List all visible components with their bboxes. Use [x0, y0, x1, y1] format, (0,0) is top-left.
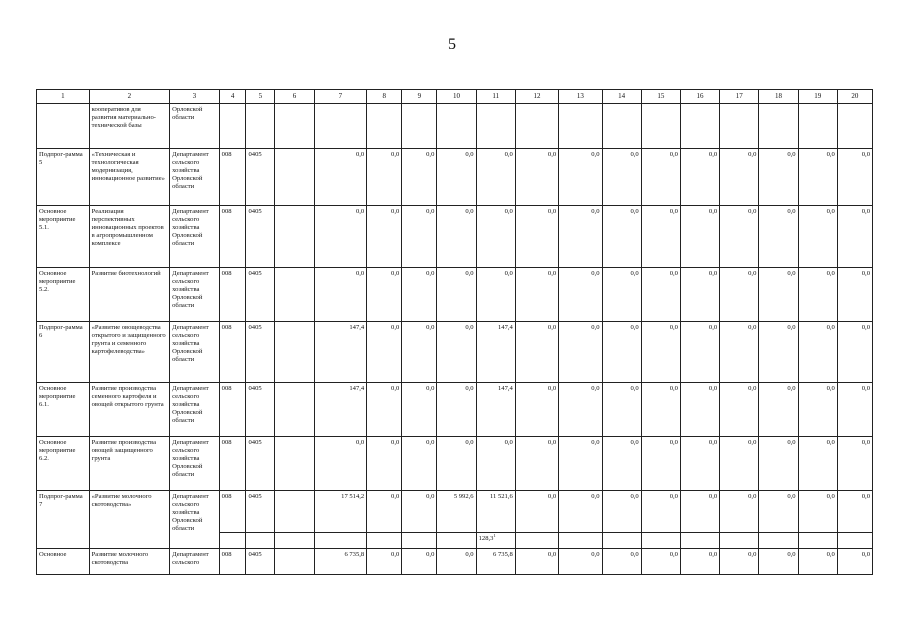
cell-executor: Департамент сельского [170, 549, 220, 575]
cell-value: 0,0 [720, 383, 759, 437]
cell-executor: Департамент сельского хозяйства Орловской области [170, 383, 220, 437]
cell-empty [759, 533, 798, 549]
column-header: 6 [275, 90, 314, 104]
cell-value: 0,0 [759, 549, 798, 575]
column-header: 9 [402, 90, 437, 104]
cell-value: 0,0 [720, 549, 759, 575]
cell-status: Основное мероприятие 6.1. [37, 383, 90, 437]
table-row [37, 322, 873, 383]
cell-value: 0,0 [314, 149, 367, 206]
cell-value: 0,0 [559, 206, 602, 268]
cell-value: 0,0 [602, 383, 641, 437]
cell-name: «Техническая и технологическая модернизация, инновационное развитие» [89, 149, 170, 206]
cell-csr [275, 104, 314, 149]
cell-value: 0,0 [367, 491, 402, 533]
cell-value: 0,0 [641, 491, 680, 533]
cell-value [559, 104, 602, 149]
cell-value: 0,0 [559, 491, 602, 533]
cell-value: 0,0 [559, 149, 602, 206]
cell-value: 0,0 [402, 206, 437, 268]
cell-value: 0,0 [720, 437, 759, 491]
cell-csr [275, 549, 314, 575]
cell-value [837, 104, 872, 149]
cell-value [759, 104, 798, 149]
cell-value: 0,0 [641, 206, 680, 268]
cell-status: Основное [37, 549, 90, 575]
column-header: 15 [641, 90, 680, 104]
cell-status: Подпрог-рамма 5 [37, 149, 90, 206]
cell-rzpr [246, 104, 275, 149]
cell-value: 0,0 [515, 206, 558, 268]
column-header: 10 [437, 90, 476, 104]
cell-value: 0,0 [720, 491, 759, 533]
cell-value: 0,0 [837, 491, 872, 533]
column-header: 4 [219, 90, 246, 104]
cell-grbs: 008 [219, 549, 246, 575]
cell-csr [275, 491, 314, 533]
cell-empty [837, 533, 872, 549]
cell-csr [275, 206, 314, 268]
cell-value: 0,0 [837, 383, 872, 437]
table-row [37, 491, 873, 533]
cell-name: Развитие производства овощей защищенного грунта [89, 437, 170, 491]
table-row [37, 549, 873, 575]
cell-value: 0,0 [837, 149, 872, 206]
cell-value: 0,0 [759, 322, 798, 383]
column-header: 2 [89, 90, 170, 104]
cell-grbs: 008 [219, 149, 246, 206]
cell-executor: Департамент сельского хозяйства Орловской области [170, 491, 220, 549]
cell-value: 0,0 [367, 268, 402, 322]
cell-value: 0,0 [759, 206, 798, 268]
cell-value [720, 104, 759, 149]
cell-value: 0,0 [680, 149, 719, 206]
column-header: 8 [367, 90, 402, 104]
cell-status: Подпрог-рамма 6 [37, 322, 90, 383]
cell-name: Развитие молочного скотоводства [89, 549, 170, 575]
cell-value: 0,0 [437, 437, 476, 491]
cell-value [798, 104, 837, 149]
cell-grbs: 008 [219, 206, 246, 268]
cell-value: 6 735,8 [476, 549, 515, 575]
cell-grbs: 008 [219, 322, 246, 383]
cell-value: 0,0 [837, 437, 872, 491]
cell-value: 0,0 [837, 206, 872, 268]
cell-name: «Развитие овощеводства открытого и защищенного грунта и семенного картофелеводства» [89, 322, 170, 383]
cell-rzpr: 0405 [246, 383, 275, 437]
cell-value: 0,0 [680, 206, 719, 268]
column-header: 11 [476, 90, 515, 104]
cell-value: 0,0 [759, 268, 798, 322]
cell-value: 0,0 [602, 322, 641, 383]
cell-value [476, 104, 515, 149]
cell-value: 17 514,2 [314, 491, 367, 533]
cell-value: 0,0 [798, 437, 837, 491]
cell-value: 0,0 [367, 206, 402, 268]
column-header: 19 [798, 90, 837, 104]
cell-csr [275, 437, 314, 491]
budget-table [36, 89, 873, 575]
cell-status: Основное мероприятие 6.2. [37, 437, 90, 491]
column-header: 13 [559, 90, 602, 104]
cell-value: 0,0 [602, 149, 641, 206]
cell-empty [559, 533, 602, 549]
cell-value: 0,0 [402, 149, 437, 206]
cell-value: 0,0 [641, 383, 680, 437]
cell-executor: Департамент сельского хозяйства Орловской области [170, 268, 220, 322]
cell-empty [437, 533, 476, 549]
cell-empty [275, 533, 314, 549]
cell-name: Развитие производства семенного картофеля и овощей открытого грунта [89, 383, 170, 437]
cell-value: 0,0 [602, 437, 641, 491]
cell-name: Развитие биотехнологий [89, 268, 170, 322]
cell-executor: Департамент сельского хозяйства Орловской области [170, 322, 220, 383]
cell-value: 0,0 [602, 549, 641, 575]
cell-value: 0,0 [641, 322, 680, 383]
cell-value: 0,0 [402, 549, 437, 575]
cell-value: 0,0 [602, 268, 641, 322]
cell-value: 11 521,6 [476, 491, 515, 533]
cell-executor: Департамент сельского хозяйства Орловской области [170, 206, 220, 268]
table-body [37, 90, 873, 575]
cell-value: 0,0 [314, 437, 367, 491]
cell-value: 0,0 [798, 206, 837, 268]
cell-value: 0,0 [515, 383, 558, 437]
cell-value: 0,0 [680, 383, 719, 437]
cell-value [367, 104, 402, 149]
cell-value: 0,0 [641, 437, 680, 491]
cell-status: Основное мероприятие 5.1. [37, 206, 90, 268]
cell-empty [314, 533, 367, 549]
cell-executor: Департамент сельского хозяйства Орловской области [170, 437, 220, 491]
column-header: 1 [37, 90, 90, 104]
cell-value: 0,0 [559, 268, 602, 322]
cell-value: 0,0 [314, 268, 367, 322]
cell-value: 0,0 [367, 437, 402, 491]
cell-csr [275, 268, 314, 322]
cell-empty [602, 533, 641, 549]
cell-value: 0,0 [402, 437, 437, 491]
cell-csr [275, 322, 314, 383]
cell-value: 0,0 [402, 268, 437, 322]
column-header: 17 [720, 90, 759, 104]
cell-empty [246, 533, 275, 549]
cell-value: 0,0 [402, 322, 437, 383]
cell-value [641, 104, 680, 149]
cell-empty [515, 533, 558, 549]
table-row [37, 437, 873, 491]
cell-value: 0,0 [437, 268, 476, 322]
cell-value: 0,0 [798, 149, 837, 206]
cell-grbs: 008 [219, 437, 246, 491]
cell-value: 0,0 [314, 206, 367, 268]
cell-value: 0,0 [367, 383, 402, 437]
header-row [37, 90, 873, 104]
cell-value [314, 104, 367, 149]
cell-value: 0,0 [798, 491, 837, 533]
cell-value: 0,0 [837, 268, 872, 322]
cell-value: 0,0 [559, 437, 602, 491]
cell-value: 0,0 [402, 491, 437, 533]
cell-status [37, 104, 90, 149]
cell-value: 0,0 [720, 322, 759, 383]
cell-value: 0,0 [680, 491, 719, 533]
cell-empty [798, 533, 837, 549]
cell-value: 147,4 [476, 383, 515, 437]
cell-grbs: 008 [219, 383, 246, 437]
cell-value: 0,0 [437, 383, 476, 437]
cell-value: 147,4 [476, 322, 515, 383]
cell-value: 0,0 [515, 437, 558, 491]
cell-value: 0,0 [402, 383, 437, 437]
cell-value: 0,0 [476, 437, 515, 491]
column-header: 3 [170, 90, 220, 104]
cell-value [402, 104, 437, 149]
cell-value: 0,0 [476, 206, 515, 268]
cell-name: кооперативов для развития материально-технической базы [89, 104, 170, 149]
cell-value: 0,0 [437, 206, 476, 268]
cell-rzpr: 0405 [246, 206, 275, 268]
cell-value: 0,0 [602, 491, 641, 533]
cell-empty [367, 533, 402, 549]
cell-status: Подпрог-рамма 7 [37, 491, 90, 549]
table-row [37, 104, 873, 149]
cell-value: 0,0 [680, 268, 719, 322]
column-header: 14 [602, 90, 641, 104]
cell-value [437, 104, 476, 149]
table-row [37, 149, 873, 206]
cell-empty [680, 533, 719, 549]
cell-value: 0,0 [515, 491, 558, 533]
cell-value: 0,0 [367, 149, 402, 206]
cell-rzpr: 0405 [246, 437, 275, 491]
cell-grbs [219, 104, 246, 149]
cell-grbs: 008 [219, 268, 246, 322]
cell-value: 0,0 [837, 322, 872, 383]
cell-name: Реализация перспективных инновационных проектов в агропромышленном комплексе [89, 206, 170, 268]
cell-value: 0,0 [798, 383, 837, 437]
cell-value: 0,0 [476, 268, 515, 322]
cell-value: 0,0 [559, 549, 602, 575]
cell-value: 147,4 [314, 322, 367, 383]
note-footnote-mark: 1 [493, 532, 496, 538]
cell-value: 0,0 [680, 437, 719, 491]
cell-value: 5 992,6 [437, 491, 476, 533]
cell-value: 0,0 [559, 383, 602, 437]
cell-rzpr: 0405 [246, 549, 275, 575]
cell-value: 0,0 [641, 149, 680, 206]
cell-value: 0,0 [720, 206, 759, 268]
cell-value: 0,0 [515, 322, 558, 383]
page-number: 5 [448, 36, 456, 53]
cell-value: 0,0 [559, 322, 602, 383]
cell-csr [275, 383, 314, 437]
cell-name: «Развитие молочного скотоводства» [89, 491, 170, 549]
cell-empty [720, 533, 759, 549]
cell-value: 0,0 [759, 491, 798, 533]
cell-value: 0,0 [720, 268, 759, 322]
cell-value [680, 104, 719, 149]
cell-rzpr: 0405 [246, 322, 275, 383]
cell-rzpr: 0405 [246, 491, 275, 533]
cell-value: 0,0 [680, 549, 719, 575]
cell-executor: Департамент сельского хозяйства Орловской области [170, 149, 220, 206]
cell-value: 0,0 [437, 322, 476, 383]
cell-value: 0,0 [437, 149, 476, 206]
cell-value: 0,0 [476, 149, 515, 206]
cell-value [602, 104, 641, 149]
cell-value: 0,0 [680, 322, 719, 383]
table-row [37, 383, 873, 437]
column-header: 12 [515, 90, 558, 104]
cell-value: 0,0 [515, 268, 558, 322]
column-header: 20 [837, 90, 872, 104]
cell-value: 0,0 [515, 149, 558, 206]
cell-value: 0,0 [798, 549, 837, 575]
cell-value: 0,0 [367, 549, 402, 575]
cell-empty [402, 533, 437, 549]
column-header: 16 [680, 90, 719, 104]
column-header: 7 [314, 90, 367, 104]
table-row [37, 206, 873, 268]
cell-executor: Орловской области [170, 104, 220, 149]
cell-rzpr: 0405 [246, 268, 275, 322]
cell-value: 0,0 [798, 268, 837, 322]
cell-value: 0,0 [759, 149, 798, 206]
cell-value: 0,0 [759, 437, 798, 491]
cell-value: 0,0 [367, 322, 402, 383]
cell-value: 0,0 [641, 549, 680, 575]
cell-note [476, 533, 515, 549]
cell-value [515, 104, 558, 149]
cell-value: 0,0 [759, 383, 798, 437]
cell-rzpr: 0405 [246, 149, 275, 206]
column-header: 5 [246, 90, 275, 104]
table-row [37, 268, 873, 322]
cell-value: 6 735,8 [314, 549, 367, 575]
cell-empty [641, 533, 680, 549]
cell-empty [219, 533, 246, 549]
cell-value: 0,0 [602, 206, 641, 268]
column-header: 18 [759, 90, 798, 104]
note-value: 128,3 [478, 535, 494, 542]
cell-value: 0,0 [798, 322, 837, 383]
cell-value: 0,0 [837, 549, 872, 575]
cell-value: 0,0 [515, 549, 558, 575]
cell-value: 0,0 [437, 549, 476, 575]
cell-value: 0,0 [720, 149, 759, 206]
cell-csr [275, 149, 314, 206]
cell-value: 0,0 [641, 268, 680, 322]
cell-grbs: 008 [219, 491, 246, 533]
cell-value: 147,4 [314, 383, 367, 437]
cell-status: Основное мероприятие 5.2. [37, 268, 90, 322]
